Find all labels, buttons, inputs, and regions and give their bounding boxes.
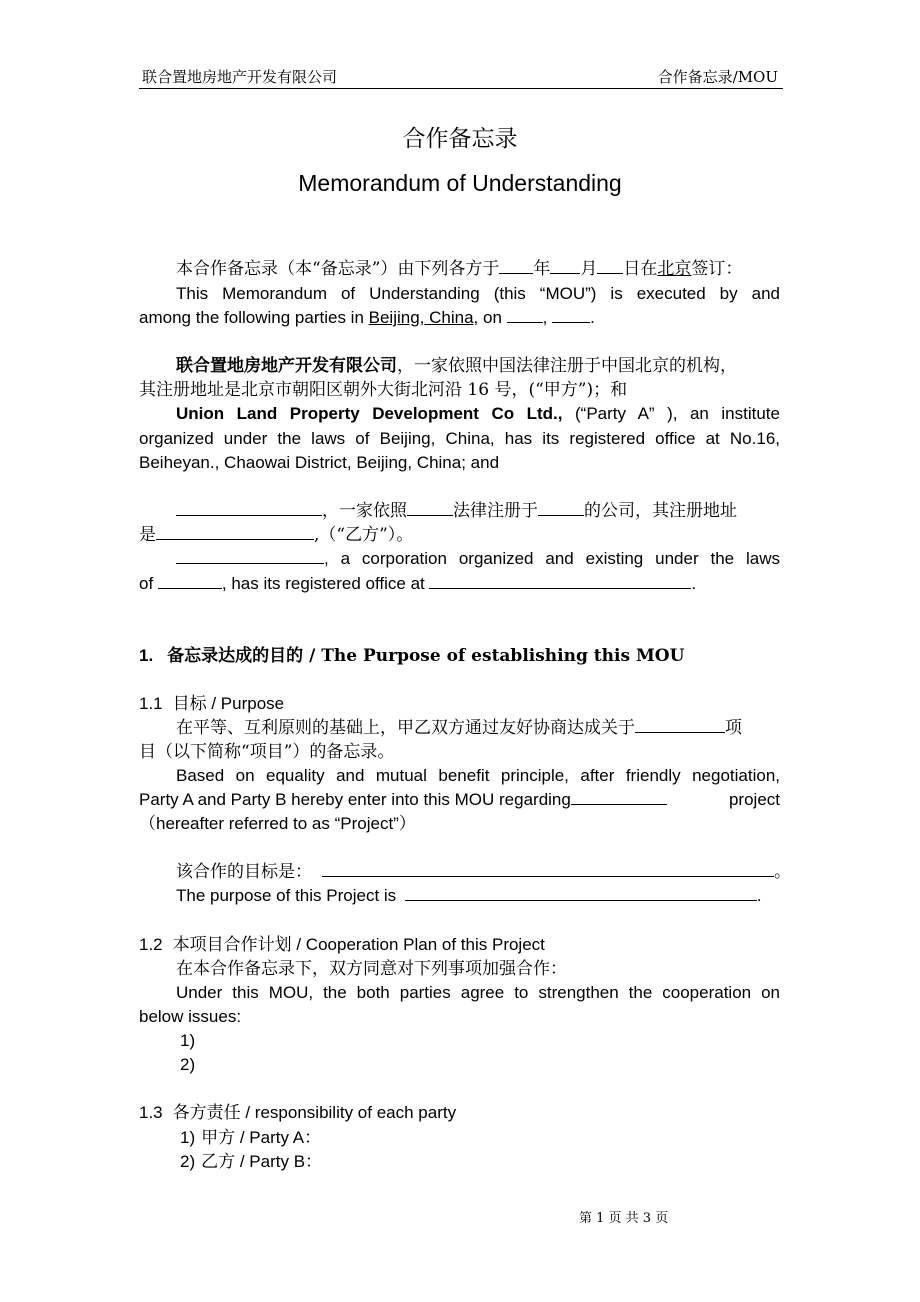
section-1-1-title-en: / Purpose [206, 694, 285, 713]
section-1-title: 备忘录达成的目的 / The Purpose of establishing this MOU [167, 646, 685, 666]
party-a-responsibility [180, 1126, 321, 1150]
blank-month [550, 257, 580, 274]
section-1-3-number: 1.3 [139, 1103, 163, 1122]
section-1-number: 1. [139, 646, 154, 665]
section-1-1-cn-line1 [176, 716, 742, 740]
section-1-1-heading [139, 692, 284, 716]
intro-cn-year: 年 [533, 259, 551, 279]
party-b-cn-role: ,（“乙方”）。 [314, 525, 414, 545]
party-a-en-line2: organized under the laws of Beijing, China, has its registered office at No.16, [139, 429, 780, 448]
section-1-2-en-line1: Under this MOU, the both parties agree to strengthen the cooperation on [176, 983, 780, 1002]
party-b-cn-c: 的公司，其注册地址 [584, 501, 737, 521]
title-cn: 合作备忘录 [402, 126, 518, 152]
section-1-1-number: 1.1 [139, 694, 163, 713]
section-1-2-cn: 在本合作备忘录下，双方同意对下列事项加强合作： [176, 959, 567, 979]
party-b-en-of: of [139, 574, 158, 593]
blank-date1 [507, 306, 543, 323]
party-a-en-rest: (“Party A” ), an institute [562, 404, 780, 423]
section-1-1-en-text: Party A and Party B hereby enter into this MOU regarding [139, 790, 571, 809]
goal-cn-end: 。 [774, 862, 791, 882]
party-a-en-name: Union Land Property Development Co Ltd., [176, 404, 563, 423]
intro-cn [176, 257, 742, 281]
intro-cn-place: 北京 [657, 259, 692, 279]
party-b-cn-a: ，一家依照 [322, 501, 407, 521]
section-1-1-en-line3: （hereafter referred to as “Project”） [139, 814, 416, 833]
party-a-responsibility-cn: 甲方 [201, 1128, 236, 1148]
intro-en-sep: , [542, 308, 553, 327]
page-number: 第 1 页 共 3 页 [579, 1211, 669, 1226]
blank-goal-cn [322, 860, 774, 877]
blank-party-b-office-en [429, 572, 691, 589]
party-b-cn-line2 [139, 523, 413, 547]
title-en: Memorandum of Understanding [298, 170, 622, 196]
party-b-cn-shi: 是 [139, 525, 156, 545]
section-1-3-title-en: / responsibility of each party [240, 1103, 457, 1122]
intro-cn-day: 日在 [623, 259, 658, 279]
party-a-en-line1 [176, 402, 780, 426]
blank-project-cn [635, 716, 725, 733]
intro-en-line2 [139, 306, 595, 330]
header-company: 联合置地房地产开发有限公司 [142, 68, 338, 86]
party-b-responsibility-cn: 乙方 [201, 1152, 236, 1172]
party-a-cn-line1 [176, 354, 780, 378]
party-a-cn-rest: ，一家依照中国法律注册于中国北京的机构， [397, 356, 737, 376]
party-b-en-line2 [139, 572, 696, 596]
party-b-responsibility [180, 1150, 322, 1174]
section-1-2-en-line2: below issues: [139, 1007, 242, 1026]
party-b-responsibility-number: 2) [180, 1152, 196, 1171]
party-a-en-line3: Beiheyan., Chaowai District, Beijing, China; and [139, 453, 500, 472]
blank-party-b-place [538, 499, 584, 516]
party-b-en-line1 [176, 547, 780, 571]
blank-party-b-name-en [176, 547, 324, 564]
intro-en-on: , on [473, 308, 507, 327]
blank-goal-en [405, 884, 757, 901]
section-1-2-title-cn: 本项目合作计划 [172, 935, 292, 955]
blank-project-en [571, 788, 667, 805]
section-1-2-heading [139, 933, 545, 957]
section-1-1-en-project: project [728, 790, 780, 809]
section-1-2-number: 1.2 [139, 935, 163, 954]
intro-en-place: Beijing, China [368, 308, 474, 327]
intro-en-end: . [590, 308, 595, 327]
section-1-1-en-line1: Based on equality and mutual benefit principle, after friendly negotiation, [176, 766, 780, 785]
blank-party-b-law [407, 499, 453, 516]
goal-en-line [176, 884, 762, 908]
header-doc-label: 合作备忘录/MOU [657, 68, 778, 86]
intro-cn-end: 签订： [691, 259, 743, 279]
list-item-1: 1) [180, 1031, 196, 1050]
intro-en-line1: This Memorandum of Understanding (this “MOU”) is executed by and [176, 284, 780, 303]
party-b-en-end: . [691, 574, 697, 593]
section-1-2-title-en: / Cooperation Plan of this Project [291, 935, 545, 954]
blank-date2 [552, 306, 590, 323]
party-b-cn-line1 [176, 499, 737, 523]
section-1-1-cn-line2: 目（以下简称“项目”）的备忘录。 [139, 742, 395, 762]
section-1-1-cn-text: 在平等、互利原则的基础上，甲乙双方通过友好协商达成关于 [176, 718, 635, 738]
section-1-1-title-cn: 目标 [172, 694, 207, 714]
blank-day [597, 257, 623, 274]
header-rule [139, 88, 783, 89]
section-1-3-heading [139, 1101, 456, 1125]
blank-party-b-name [176, 499, 322, 516]
intro-cn-month: 月 [580, 259, 598, 279]
goal-cn-label: 该合作的目标是： [176, 862, 312, 882]
party-a-responsibility-en: / Party A： [235, 1128, 322, 1147]
header-doc-title [658, 66, 778, 87]
section-1-3-title-cn: 各方责任 [172, 1103, 241, 1123]
party-b-en-office: , has its registered office at [221, 574, 430, 593]
section-1-1-en-line2 [139, 788, 780, 812]
intro-cn-text: 本合作备忘录（本“备忘录”）由下列各方于 [176, 259, 500, 279]
goal-en-end: . [756, 886, 762, 905]
party-b-cn-b: 法律注册于 [453, 501, 538, 521]
section-1-1-cn-xiang: 项 [725, 718, 742, 738]
blank-party-b-law-en [158, 572, 222, 589]
party-b-en-a: , a corporation organized and existing under the laws [324, 549, 780, 568]
list-item-2: 2) [180, 1055, 196, 1074]
party-b-responsibility-en: / Party B： [235, 1152, 323, 1171]
intro-en-text: among the following parties in [139, 308, 369, 327]
blank-party-b-address [156, 523, 314, 540]
party-a-responsibility-number: 1) [180, 1128, 196, 1147]
goal-cn-line [176, 860, 791, 884]
party-a-cn-name: 联合置地房地产开发有限公司 [176, 356, 397, 376]
goal-en-label: The purpose of this Project is [176, 886, 401, 905]
blank-year [499, 257, 533, 274]
party-a-cn-line2: 其注册地址是北京市朝阳区朝外大街北河沿 16 号，(“甲方”)；和 [139, 380, 628, 400]
section-1-heading [139, 644, 684, 668]
